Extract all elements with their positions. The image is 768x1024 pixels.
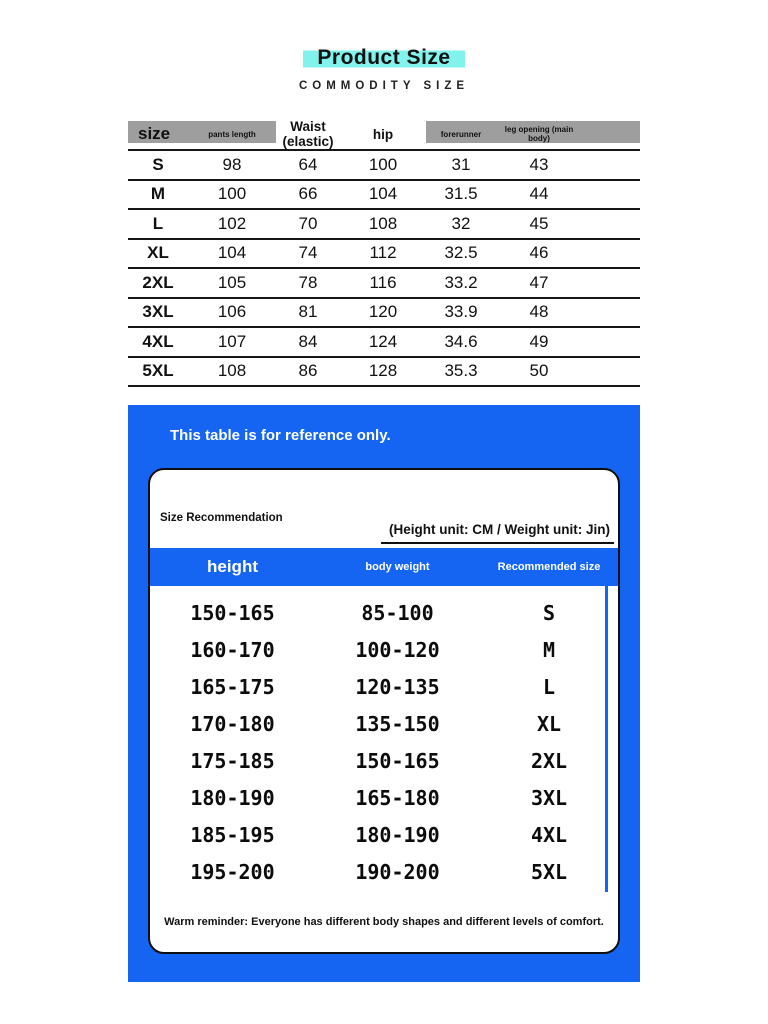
table-cell: 150-165 xyxy=(190,600,275,625)
column-header-body-weight: body weight xyxy=(365,561,430,573)
table-row xyxy=(150,853,618,890)
table-cell: 50 xyxy=(496,357,640,387)
table-cell: 170-180 xyxy=(190,711,275,736)
table-row xyxy=(128,268,640,298)
column-header-waist: Waist (elastic) xyxy=(276,119,340,150)
table-cell: XL xyxy=(536,711,562,736)
table-cell: 185-195 xyxy=(190,822,275,847)
table-cell: 48 xyxy=(496,298,640,328)
column-header-forerunner: forerunner xyxy=(426,119,496,150)
table-cell: 190-200 xyxy=(355,859,440,884)
table-cell: 98 xyxy=(188,150,276,180)
column-header-size: size xyxy=(128,119,188,150)
table-row xyxy=(128,180,640,210)
size-table-header-row xyxy=(128,119,640,150)
table-cell: 102 xyxy=(188,209,276,239)
table-cell: 135-150 xyxy=(355,711,440,736)
table-cell: 160-170 xyxy=(190,637,275,662)
table-cell: XL xyxy=(128,239,188,269)
page-title xyxy=(317,46,450,70)
table-row xyxy=(150,594,618,631)
table-cell: 78 xyxy=(276,268,340,298)
table-cell: 66 xyxy=(276,180,340,210)
column-header-hip: hip xyxy=(340,119,426,150)
table-cell: L xyxy=(128,209,188,239)
table-cell: M xyxy=(542,637,556,662)
table-cell: 74 xyxy=(276,239,340,269)
vertical-divider xyxy=(605,586,608,892)
column-header-pants-length: pants length xyxy=(188,119,276,150)
table-cell: 86 xyxy=(276,357,340,387)
table-cell: 33.9 xyxy=(426,298,496,328)
table-cell: 105 xyxy=(188,268,276,298)
table-row xyxy=(128,150,640,180)
recommendation-title: Size Recommendation xyxy=(160,512,283,524)
table-cell: 47 xyxy=(496,268,640,298)
table-cell: 165-175 xyxy=(190,674,275,699)
table-cell: 64 xyxy=(276,150,340,180)
header xyxy=(0,0,768,92)
table-cell: 5XL xyxy=(530,859,568,884)
table-cell: 45 xyxy=(496,209,640,239)
table-cell: 106 xyxy=(188,298,276,328)
table-cell: 34.6 xyxy=(426,327,496,357)
table-cell: 3XL xyxy=(128,298,188,328)
table-row xyxy=(128,209,640,239)
table-cell: 85-100 xyxy=(361,600,434,625)
table-cell: 104 xyxy=(340,180,426,210)
recommendation-units: (Height unit: CM / Weight unit: Jin) xyxy=(381,522,614,544)
table-row xyxy=(128,239,640,269)
recommendation-header-row xyxy=(150,548,618,586)
table-row xyxy=(150,631,618,668)
table-cell: 165-180 xyxy=(355,785,440,810)
table-cell: 31.5 xyxy=(426,180,496,210)
table-cell: 35.3 xyxy=(426,357,496,387)
table-cell: 4XL xyxy=(128,327,188,357)
table-row xyxy=(150,668,618,705)
table-cell: 195-200 xyxy=(190,859,275,884)
table-cell: 3XL xyxy=(530,785,568,810)
table-cell: 32.5 xyxy=(426,239,496,269)
table-cell: 100 xyxy=(188,180,276,210)
table-cell: 120-135 xyxy=(355,674,440,699)
size-table xyxy=(128,119,640,387)
table-cell: 4XL xyxy=(530,822,568,847)
table-cell: 33.2 xyxy=(426,268,496,298)
table-row xyxy=(150,779,618,816)
table-cell: 49 xyxy=(496,327,640,357)
table-row xyxy=(128,357,640,387)
table-cell: 120 xyxy=(340,298,426,328)
table-cell: S xyxy=(128,150,188,180)
table-row xyxy=(150,816,618,853)
table-cell: 81 xyxy=(276,298,340,328)
table-cell: 112 xyxy=(340,239,426,269)
warm-reminder: Warm reminder: Everyone has different body shapes and different levels of comfort. xyxy=(164,916,604,928)
recommendation-card-head xyxy=(150,470,618,548)
table-row xyxy=(150,742,618,779)
table-cell: L xyxy=(542,674,556,699)
column-header-height: height xyxy=(207,557,258,576)
reference-panel xyxy=(128,405,640,982)
table-cell: 108 xyxy=(188,357,276,387)
table-cell: 128 xyxy=(340,357,426,387)
table-cell: 104 xyxy=(188,239,276,269)
page-subtitle: COMMODITY SIZE xyxy=(298,80,470,92)
table-cell: 70 xyxy=(276,209,340,239)
table-cell: 107 xyxy=(188,327,276,357)
table-cell: 84 xyxy=(276,327,340,357)
table-cell: 43 xyxy=(496,150,640,180)
table-cell: S xyxy=(542,600,556,625)
table-cell: 175-185 xyxy=(190,748,275,773)
table-cell: 100 xyxy=(340,150,426,180)
table-cell: 31 xyxy=(426,150,496,180)
table-cell: 116 xyxy=(340,268,426,298)
table-cell: 108 xyxy=(340,209,426,239)
column-header-recommended-size: Recommended size xyxy=(497,561,601,573)
reference-note: This table is for reference only. xyxy=(170,427,391,444)
page-title-text: Product Size xyxy=(317,46,451,69)
table-cell: 32 xyxy=(426,209,496,239)
size-table-body xyxy=(128,150,640,386)
table-cell: 180-190 xyxy=(190,785,275,810)
table-cell: 150-165 xyxy=(355,748,440,773)
table-row xyxy=(128,327,640,357)
table-cell: 180-190 xyxy=(355,822,440,847)
table-cell: 100-120 xyxy=(355,637,440,662)
table-row xyxy=(128,298,640,328)
table-cell: 124 xyxy=(340,327,426,357)
table-cell: 2XL xyxy=(530,748,568,773)
table-cell: 44 xyxy=(496,180,640,210)
table-cell: 5XL xyxy=(128,357,188,387)
table-row xyxy=(150,705,618,742)
recommendation-table-body xyxy=(150,586,618,890)
column-header-leg-opening: leg opening (main body) xyxy=(496,119,640,150)
table-cell: 2XL xyxy=(128,268,188,298)
table-cell: 46 xyxy=(496,239,640,269)
table-cell: M xyxy=(128,180,188,210)
recommendation-card xyxy=(148,468,620,954)
